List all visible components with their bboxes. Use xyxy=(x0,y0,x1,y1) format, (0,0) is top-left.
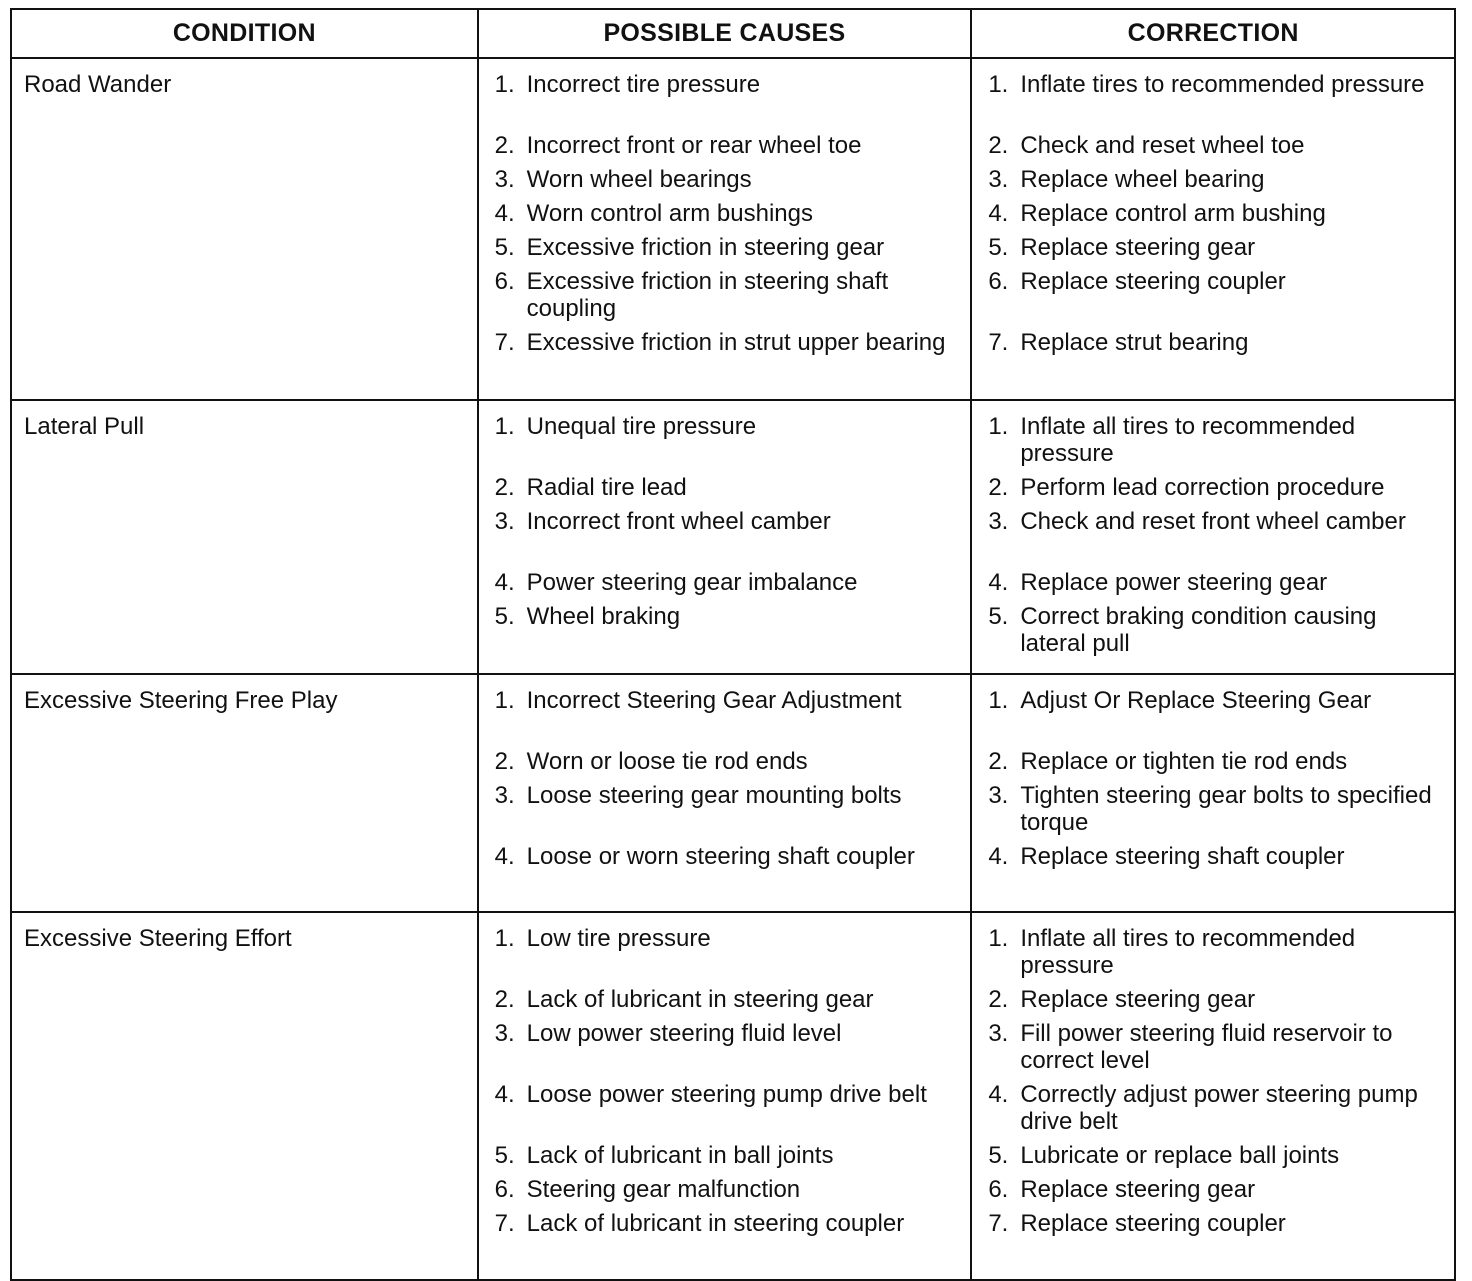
corrections-list xyxy=(984,687,1444,897)
list-item xyxy=(988,843,1444,897)
correction-cell xyxy=(971,400,1455,674)
cause-text: Excessive friction in steering shaft coupling xyxy=(526,268,889,322)
corrections-list xyxy=(984,71,1444,383)
list-item xyxy=(495,986,961,1013)
list-item xyxy=(495,268,961,322)
corrections-list xyxy=(984,925,1444,1264)
table-row-excessive-steering-effort xyxy=(11,912,1455,1280)
correction-text: Correctly adjust power steering pump drive belt xyxy=(1020,1081,1418,1135)
correction-text: Inflate all tires to recommended pressure xyxy=(1020,413,1356,467)
cause-text: Loose power steering pump drive belt xyxy=(526,1081,927,1108)
correction-text: Replace steering coupler xyxy=(1020,268,1286,295)
header-possible-causes: POSSIBLE CAUSES xyxy=(478,9,972,58)
condition-cell xyxy=(11,674,478,912)
cause-text: Excessive friction in steering gear xyxy=(526,234,885,261)
list-item xyxy=(495,200,961,227)
condition-label: Excessive Steering Free Play xyxy=(24,687,338,714)
list-item xyxy=(495,71,961,125)
list-item xyxy=(495,1142,961,1169)
list-item xyxy=(495,132,961,159)
item-number: 2. xyxy=(988,132,1009,159)
list-item xyxy=(988,329,1444,383)
list-item xyxy=(988,200,1444,227)
list-item xyxy=(988,166,1444,193)
causes-cell xyxy=(478,912,972,1280)
cause-text: Low tire pressure xyxy=(526,925,711,952)
list-item xyxy=(988,71,1444,125)
item-number: 1. xyxy=(988,925,1009,952)
correction-text: Replace strut bearing xyxy=(1020,329,1249,356)
causes-cell xyxy=(478,58,972,400)
item-number: 3. xyxy=(988,782,1009,809)
item-number: 2. xyxy=(494,474,515,501)
item-number: 3. xyxy=(494,166,515,193)
list-item xyxy=(988,986,1444,1013)
table-row-lateral-pull xyxy=(11,400,1455,674)
correction-text: Perform lead correction procedure xyxy=(1020,474,1385,501)
correction-cell xyxy=(971,674,1455,912)
item-number: 5. xyxy=(494,603,515,630)
causes-list xyxy=(491,71,961,383)
list-item xyxy=(495,166,961,193)
causes-cell xyxy=(478,674,972,912)
list-item xyxy=(495,925,961,979)
correction-text: Replace steering gear xyxy=(1020,986,1256,1013)
cause-text: Excessive friction in strut upper bearing xyxy=(526,329,946,356)
item-number: 4. xyxy=(494,200,515,227)
cause-text: Loose steering gear mounting bolts xyxy=(526,782,902,809)
list-item xyxy=(495,413,961,467)
cause-text: Steering gear malfunction xyxy=(526,1176,801,1203)
cause-text: Incorrect front or rear wheel toe xyxy=(526,132,862,159)
correction-text: Replace steering shaft coupler xyxy=(1020,843,1345,870)
correction-text: Fill power steering fluid reservoir to correct level xyxy=(1020,1020,1393,1074)
list-item xyxy=(988,1210,1444,1264)
item-number: 1. xyxy=(494,413,515,440)
item-number: 2. xyxy=(494,986,515,1013)
condition-label: Excessive Steering Effort xyxy=(24,925,292,952)
correction-text: Inflate all tires to recommended pressure xyxy=(1020,925,1356,979)
item-number: 6. xyxy=(988,1176,1009,1203)
item-number: 4. xyxy=(494,1081,515,1108)
item-number: 6. xyxy=(988,268,1009,295)
list-item xyxy=(988,569,1444,596)
item-number: 3. xyxy=(988,508,1009,535)
item-number: 1. xyxy=(988,413,1009,440)
condition-cell xyxy=(11,912,478,1280)
item-number: 3. xyxy=(988,166,1009,193)
causes-list xyxy=(491,413,961,657)
list-item xyxy=(988,1081,1444,1135)
correction-cell xyxy=(971,58,1455,400)
item-number: 2. xyxy=(494,748,515,775)
item-number: 1. xyxy=(494,925,515,952)
item-number: 5. xyxy=(988,234,1009,261)
list-item xyxy=(988,1142,1444,1169)
cause-text: Worn or loose tie rod ends xyxy=(526,748,808,775)
cause-text: Power steering gear imbalance xyxy=(526,569,858,596)
item-number: 4. xyxy=(988,843,1009,870)
cause-text: Incorrect tire pressure xyxy=(526,71,761,98)
item-number: 4. xyxy=(494,569,515,596)
correction-cell xyxy=(971,912,1455,1280)
item-number: 5. xyxy=(988,603,1009,630)
header-condition: CONDITION xyxy=(11,9,478,58)
causes-list xyxy=(491,925,961,1264)
list-item xyxy=(495,1081,961,1135)
condition-cell xyxy=(11,400,478,674)
list-item xyxy=(988,748,1444,775)
list-item xyxy=(988,268,1444,322)
item-number: 5. xyxy=(988,1142,1009,1169)
corrections-list xyxy=(984,413,1444,657)
correction-text: Replace steering coupler xyxy=(1020,1210,1286,1237)
item-number: 4. xyxy=(988,1081,1009,1108)
item-number: 5. xyxy=(494,234,515,261)
list-item xyxy=(988,132,1444,159)
correction-text: Replace or tighten tie rod ends xyxy=(1020,748,1348,775)
correction-text: Lubricate or replace ball joints xyxy=(1020,1142,1340,1169)
condition-cell xyxy=(11,58,478,400)
list-item xyxy=(988,603,1444,657)
item-number: 6. xyxy=(494,268,515,295)
item-number: 2. xyxy=(988,474,1009,501)
cause-text: Lack of lubricant in steering coupler xyxy=(526,1210,905,1237)
list-item xyxy=(495,843,961,897)
list-item xyxy=(495,234,961,261)
list-item xyxy=(495,782,961,836)
list-item xyxy=(495,748,961,775)
item-number: 7. xyxy=(494,329,515,356)
cause-text: Low power steering fluid level xyxy=(526,1020,842,1047)
list-item xyxy=(988,687,1444,741)
item-number: 3. xyxy=(988,1020,1009,1047)
list-item xyxy=(988,1020,1444,1074)
item-number: 4. xyxy=(988,200,1009,227)
correction-text: Correct braking condition causing lateral pull xyxy=(1020,603,1377,657)
item-number: 2. xyxy=(988,748,1009,775)
diagnosis-table xyxy=(10,8,1456,1281)
list-item xyxy=(495,1020,961,1074)
item-number: 1. xyxy=(494,71,515,98)
item-number: 1. xyxy=(494,687,515,714)
header-correction: CORRECTION xyxy=(971,9,1455,58)
condition-label: Lateral Pull xyxy=(24,413,145,440)
cause-text: Lack of lubricant in ball joints xyxy=(526,1142,834,1169)
list-item xyxy=(495,474,961,501)
list-item xyxy=(495,329,961,383)
correction-text: Replace steering gear xyxy=(1020,1176,1256,1203)
correction-text: Replace power steering gear xyxy=(1020,569,1328,596)
item-number: 3. xyxy=(494,508,515,535)
cause-text: Incorrect Steering Gear Adjustment xyxy=(526,687,902,714)
item-number: 2. xyxy=(494,132,515,159)
correction-text: Replace wheel bearing xyxy=(1020,166,1265,193)
cause-text: Radial tire lead xyxy=(526,474,687,501)
correction-text: Check and reset wheel toe xyxy=(1020,132,1305,159)
correction-text: Adjust Or Replace Steering Gear xyxy=(1020,687,1372,714)
cause-text: Loose or worn steering shaft coupler xyxy=(526,843,915,870)
item-number: 3. xyxy=(494,782,515,809)
item-number: 4. xyxy=(988,569,1009,596)
cause-text: Wheel braking xyxy=(526,603,681,630)
item-number: 7. xyxy=(988,1210,1009,1237)
list-item xyxy=(988,508,1444,562)
correction-text: Replace control arm bushing xyxy=(1020,200,1326,227)
causes-cell xyxy=(478,400,972,674)
cause-text: Worn control arm bushings xyxy=(526,200,813,227)
list-item xyxy=(988,474,1444,501)
item-number: 1. xyxy=(988,687,1009,714)
list-item xyxy=(495,1176,961,1203)
correction-text: Check and reset front wheel camber xyxy=(1020,508,1406,535)
header-row xyxy=(11,9,1455,58)
table-row-road-wander xyxy=(11,58,1455,400)
item-number: 3. xyxy=(494,1020,515,1047)
item-number: 2. xyxy=(988,986,1009,1013)
list-item xyxy=(988,782,1444,836)
correction-text: Tighten steering gear bolts to specified torque xyxy=(1020,782,1432,836)
list-item xyxy=(988,234,1444,261)
list-item xyxy=(495,687,961,741)
list-item xyxy=(495,508,961,562)
cause-text: Incorrect front wheel camber xyxy=(526,508,831,535)
list-item xyxy=(988,925,1444,979)
cause-text: Unequal tire pressure xyxy=(526,413,757,440)
cause-text: Lack of lubricant in steering gear xyxy=(526,986,874,1013)
item-number: 1. xyxy=(988,71,1009,98)
cause-text: Worn wheel bearings xyxy=(526,166,752,193)
list-item xyxy=(988,413,1444,467)
causes-list xyxy=(491,687,961,897)
correction-text: Inflate tires to recommended pressure xyxy=(1020,71,1425,98)
list-item xyxy=(495,603,961,657)
table-row-excessive-steering-free-play xyxy=(11,674,1455,912)
item-number: 5. xyxy=(494,1142,515,1169)
item-number: 6. xyxy=(494,1176,515,1203)
list-item xyxy=(495,1210,961,1264)
item-number: 7. xyxy=(494,1210,515,1237)
item-number: 4. xyxy=(494,843,515,870)
list-item xyxy=(495,569,961,596)
item-number: 7. xyxy=(988,329,1009,356)
list-item xyxy=(988,1176,1444,1203)
correction-text: Replace steering gear xyxy=(1020,234,1256,261)
condition-label: Road Wander xyxy=(24,71,172,98)
